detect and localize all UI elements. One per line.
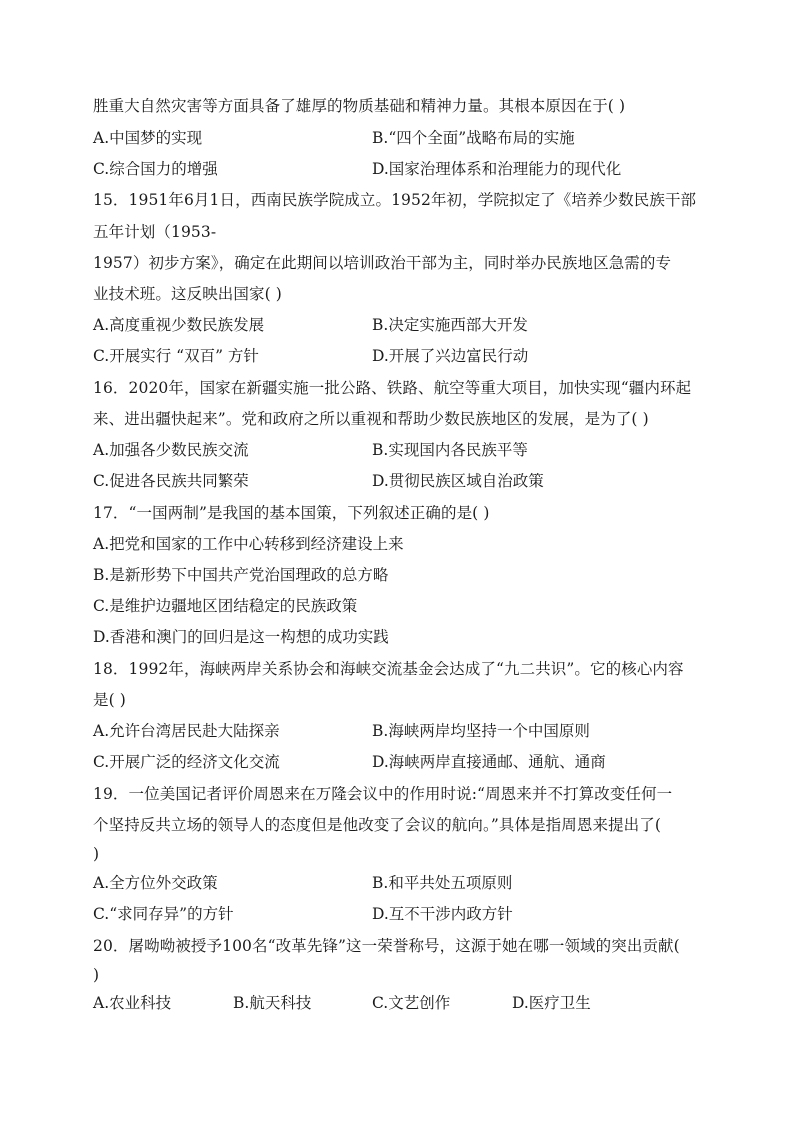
q16-option-a: A.加强各少数民族交流	[93, 441, 249, 459]
q15-option-d: D.开展了兴边富民行动	[372, 347, 529, 365]
q17-option-a: A.把党和国家的工作中心转移到经济建设上来	[93, 535, 404, 553]
q20-stem-line-2: )	[93, 966, 100, 984]
q18-option-a: A.允许台湾居民赴大陆探亲	[93, 722, 280, 740]
q15-stem-line-2: 五年计划（1953-	[93, 223, 217, 241]
q14-option-b: B.“四个全面”战略布局的实施	[372, 129, 575, 147]
q16-option-d: D.贯彻民族区域自治政策	[372, 472, 544, 490]
q19-stem-line-1: 19．一位美国记者评价周恩来在万隆会议中的作用时说:“周恩来并不打算改变任何一	[93, 785, 673, 803]
q19-option-c: C.“求同存异”的方针	[93, 905, 234, 923]
q18-stem-line-1: 18．1992年，海峡两岸关系协会和海峡交流基金会达成了“九二共识”。它的核心内容	[93, 660, 684, 678]
q15-stem-line-3: 1957）初步方案》，确定在此期间以培训政治干部为主，同时举办民族地区急需的专	[93, 254, 672, 272]
q19-option-d: D.互不干涉内政方针	[372, 905, 513, 923]
q15-stem-line-4: 业技术班。这反映出国家( )	[93, 285, 282, 303]
q18-option-c: C.开展广泛的经济文化交流	[93, 753, 280, 771]
q15-option-a: A.高度重视少数民族发展	[93, 316, 265, 334]
q15-option-b: B.决定实施西部大开发	[372, 316, 528, 334]
q15-stem-line-1: 15．1951年6月1日，西南民族学院成立。1952年初，学院拟定了《培养少数民族干部	[93, 191, 697, 209]
q18-option-d: D.海峡两岸直接通邮、通航、通商	[372, 753, 606, 771]
q18-stem-line-2: 是( )	[93, 691, 126, 709]
q19-stem-line-2: 个坚持反共立场的领导人的态度但是他改变了会议的航向。”具体是指周恩来提出了(	[93, 816, 662, 834]
q15-option-c: C.开展实行 “双百” 方针	[93, 347, 259, 365]
q14-option-a: A.中国梦的实现	[93, 129, 203, 147]
q16-option-c: C.促进各民族共同繁荣	[93, 472, 249, 490]
q14-option-c: C.综合国力的增强	[93, 160, 218, 178]
q20-option-a: A.农业科技	[93, 994, 172, 1012]
q16-stem-line-1: 16．2020年，国家在新疆实施一批公路、铁路、航空等重大项目，加快实现“疆内环起	[93, 379, 692, 397]
q20-stem-line-1: 20．屠呦呦被授予100名“改革先锋”这一荣誉称号，这源于她在哪一领域的突出贡献(	[93, 937, 680, 955]
q19-option-a: A.全方位外交政策	[93, 874, 218, 892]
q20-option-b: B.航天科技	[233, 994, 312, 1012]
q17-option-b: B.是新形势下中国共产党治国理政的总方略	[93, 566, 389, 584]
q20-option-d: D.医疗卫生	[512, 994, 591, 1012]
q20-option-c: C.文艺创作	[372, 994, 451, 1012]
q17-option-d: D.香港和澳门的回归是这一构想的成功实践	[93, 628, 389, 646]
q18-option-b: B.海峡两岸均坚持一个中国原则	[372, 722, 590, 740]
q16-option-b: B.实现国内各民族平等	[372, 441, 528, 459]
q16-stem-line-2: 来、进出疆快起来”。党和政府之所以重视和帮助少数民族地区的发展，是为了( )	[93, 410, 649, 428]
q14-stem-tail: 胜重大自然灾害等方面具备了雄厚的物质基础和精神力量。其根本原因在于( )	[93, 97, 626, 115]
q14-option-d: D.国家治理体系和治理能力的现代化	[372, 160, 622, 178]
q17-option-c: C.是维护边疆地区团结稳定的民族政策	[93, 597, 358, 615]
q17-stem-line-1: 17．“一国两制”是我国的基本国策，下列叙述正确的是( )	[93, 504, 490, 522]
q19-stem-line-3: )	[93, 845, 100, 863]
q19-option-b: B.和平共处五项原则	[372, 874, 513, 892]
